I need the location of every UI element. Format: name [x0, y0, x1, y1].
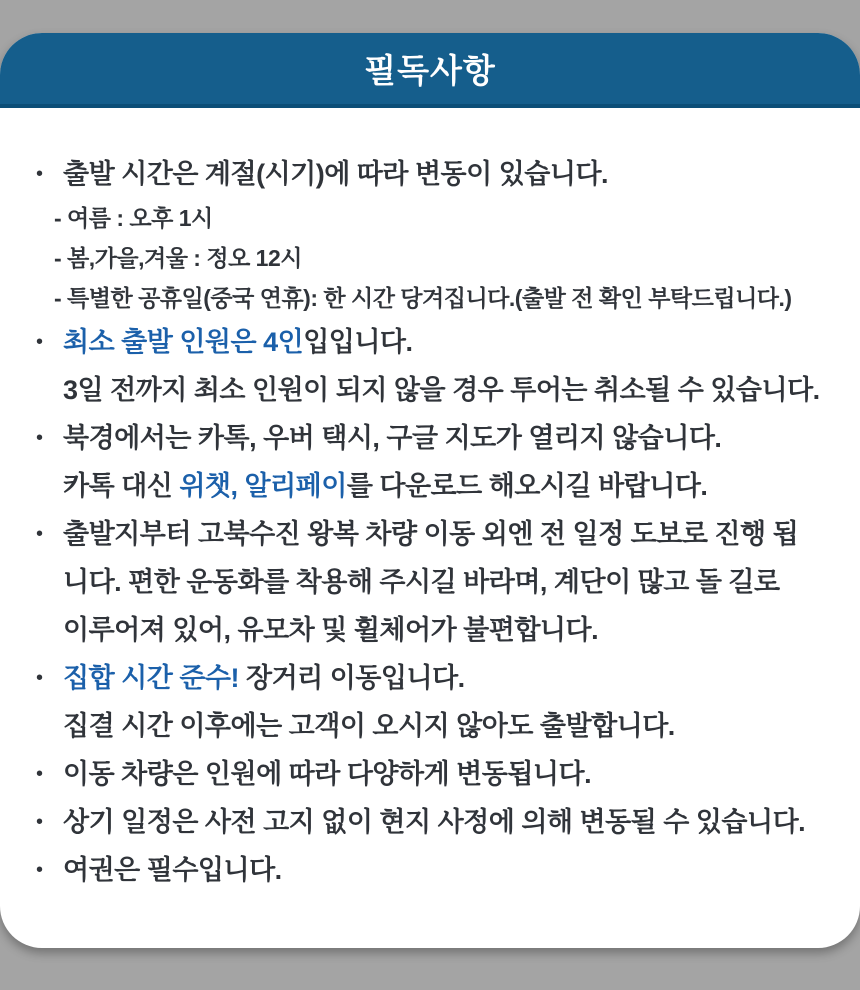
notice-text: 북경에서는 카톡, 우버 택시, 구글 지도가 열리지 않습니다. [63, 423, 722, 453]
item-content [63, 846, 848, 894]
notice-line [63, 366, 848, 414]
notice-line [63, 846, 848, 894]
notice-text: 이루어져 있어, 유모차 및 휠체어가 불편합니다. [63, 615, 599, 645]
page-title: 필독사항 [364, 52, 496, 89]
list-item [0, 750, 848, 798]
notice-text: 여권은 필수입니다. [63, 855, 282, 885]
notice-body [0, 108, 860, 894]
notice-text: 출발지부터 고북수진 왕복 차량 이동 외엔 전 일정 도보로 진행 됩 [63, 519, 799, 549]
notice-line [63, 798, 848, 846]
notice-line [63, 702, 848, 750]
notice-line [63, 510, 848, 558]
notice-text: 를 다운로드 해오시길 바랍니다. [346, 471, 708, 501]
item-content [63, 654, 848, 750]
notice-text: 장거리 이동입니다. [239, 663, 465, 693]
notice-subline: - 특별한 공휴일(중국 연휴): 한 시간 당겨집니다.(출발 전 확인 부탁드립니다.) [54, 285, 792, 311]
list-item [0, 318, 848, 414]
list-item [0, 414, 848, 510]
notice-card [0, 33, 860, 948]
notice-text: 이동 차량은 인원에 따라 다양하게 변동됩니다. [63, 759, 592, 789]
notice-line [63, 414, 848, 462]
notice-line [63, 750, 848, 798]
notice-text: 니다. 편한 운동화를 착용해 주시길 바라며, 계단이 많고 돌 길로 [63, 567, 780, 597]
notice-subline: - 여름 : 오후 1시 [54, 205, 213, 231]
notice-text: 카톡 대신 [63, 471, 180, 501]
notice-list [0, 150, 848, 894]
bullet-icon: • [36, 811, 44, 833]
list-item [0, 654, 848, 750]
notice-line [63, 606, 848, 654]
bullet-icon: • [36, 523, 44, 545]
list-item [0, 798, 848, 846]
notice-line [63, 462, 848, 510]
list-item [0, 846, 848, 894]
item-content [63, 414, 848, 510]
notice-text-accent: 집합 시간 준수! [63, 663, 239, 693]
notice-subline: - 봄,가을,겨울 : 정오 12시 [54, 245, 302, 271]
bullet-icon: • [36, 163, 44, 185]
bullet-icon: • [36, 331, 44, 353]
notice-text: 입입니다. [303, 327, 413, 357]
bullet-icon: • [36, 427, 44, 449]
notice-line [63, 558, 848, 606]
item-content [54, 150, 848, 318]
bullet-icon: • [36, 667, 44, 689]
item-content [63, 318, 848, 414]
list-item [0, 150, 848, 318]
notice-text-accent: 최소 출발 인원은 4인 [63, 327, 304, 357]
item-content [63, 510, 848, 654]
notice-text: 상기 일정은 사전 고지 없이 현지 사정에 의해 변동될 수 있습니다. [63, 807, 806, 837]
notice-text-accent: 위챗, 알리페이 [179, 471, 347, 501]
notice-text: 3일 전까지 최소 인원이 되지 않을 경우 투어는 취소될 수 있습니다. [63, 375, 820, 405]
notice-line [63, 654, 848, 702]
notice-line [63, 150, 848, 198]
bullet-icon: • [36, 859, 44, 881]
notice-text: 집결 시간 이후에는 고객이 오시지 않아도 출발합니다. [63, 711, 675, 741]
bullet-icon: • [36, 763, 44, 785]
item-content [63, 750, 848, 798]
list-item [0, 510, 848, 654]
notice-text: 출발 시간은 계절(시기)에 따라 변동이 있습니다. [63, 159, 609, 189]
item-content [63, 798, 848, 846]
notice-header [0, 33, 860, 108]
notice-line [63, 318, 848, 366]
